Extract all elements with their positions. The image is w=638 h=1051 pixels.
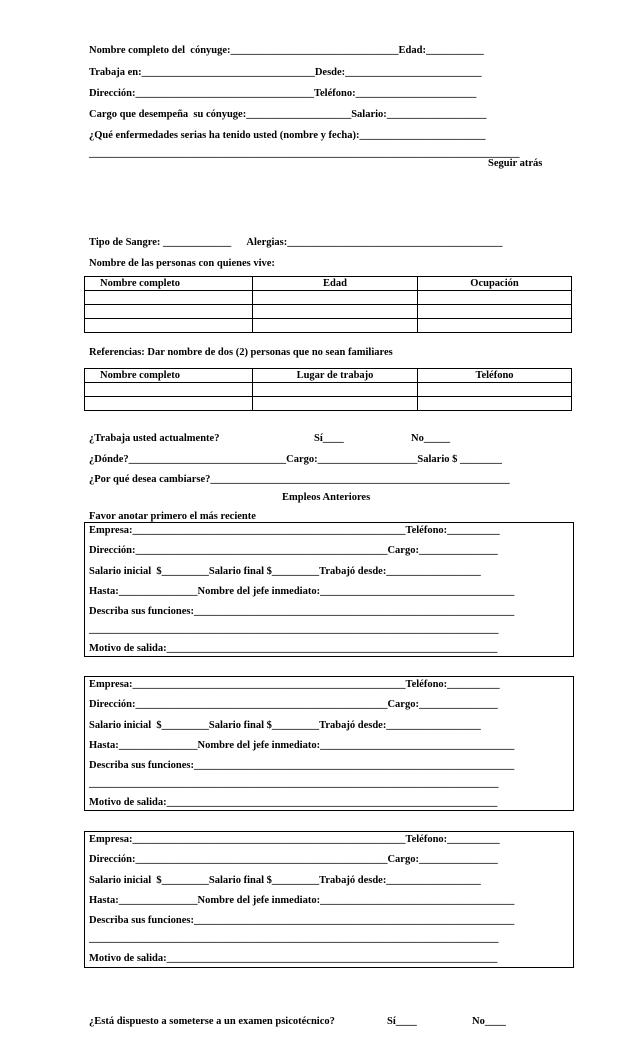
spouse-address-line[interactable]: Dirección:__________________________________Teléfono:_______________________ (89, 88, 477, 99)
salary-line[interactable]: Salario inicial $_________Salario final $_________Trabajó desde:__________________ (89, 720, 481, 731)
table-cell[interactable] (418, 291, 572, 305)
table-cell[interactable] (418, 305, 572, 319)
table-cell[interactable] (253, 319, 418, 333)
references-table (84, 368, 572, 411)
table-cell[interactable] (253, 291, 418, 305)
spouse-position-line[interactable]: Cargo que desempeña su cónyuge:____________________Salario:___________________ (89, 109, 487, 120)
table-cell[interactable] (253, 383, 418, 397)
table-header-row (85, 277, 572, 291)
psych-no-field[interactable]: No____ (472, 1016, 506, 1027)
company-line[interactable]: Empresa:____________________________________________________Teléfono:__________ (89, 834, 500, 845)
table-row (85, 305, 572, 319)
table-row (85, 291, 572, 305)
table-cell[interactable] (85, 319, 253, 333)
functions-line[interactable]: Describa sus funciones:_____________________________________________________________ (89, 760, 515, 771)
working-yes-field[interactable]: Sí____ (314, 433, 344, 444)
table-cell[interactable] (253, 397, 418, 411)
table-row (85, 397, 572, 411)
address-line[interactable]: Dirección:________________________________________________Cargo:_______________ (89, 699, 498, 710)
spouse-work-line[interactable]: Trabaja en:_________________________________Desde:__________________________ (89, 67, 482, 78)
column-header: Ocupación (418, 277, 572, 291)
exit-reason-line[interactable]: Motivo de salida:_______________________________________________________________ (89, 643, 498, 654)
psych-exam-question: ¿Está dispuesto a someterse a un examen psicotécnico? (89, 1016, 335, 1027)
table-cell[interactable] (85, 291, 253, 305)
table-cell[interactable] (418, 397, 572, 411)
household-table (84, 276, 572, 333)
working-question: ¿Trabaja usted actualmente? (89, 433, 220, 444)
table-cell[interactable] (253, 305, 418, 319)
table-row (85, 319, 572, 333)
table-header-row (85, 369, 572, 383)
table-cell[interactable] (418, 383, 572, 397)
illness-question-line[interactable]: ¿Qué enfermedades serias ha tenido usted (nombre y fecha):________________________ (89, 130, 486, 141)
references-label: Referencias: Dar nombre de dos (2) personas que no sean familiares (89, 347, 393, 358)
working-no-field[interactable]: No_____ (411, 433, 451, 444)
functions-line[interactable]: Describa sus funciones:_____________________________________________________________ (89, 915, 515, 926)
psych-yes-field[interactable]: Sí____ (387, 1016, 417, 1027)
household-label: Nombre de las personas con quienes vive: (89, 258, 275, 269)
table-row (85, 383, 572, 397)
blood-type-line[interactable]: Tipo de Sangre: _____________ Alergias:_________________________________________ (89, 237, 503, 248)
functions-blank-line[interactable]: ______________________________________________________________________________ (89, 624, 499, 635)
column-header: Nombre completo (85, 277, 253, 291)
until-line[interactable]: Hasta:_______________Nombre del jefe inmediato:_____________________________________ (89, 740, 515, 751)
company-line[interactable]: Empresa:____________________________________________________Teléfono:__________ (89, 679, 500, 690)
until-line[interactable]: Hasta:_______________Nombre del jefe inmediato:_____________________________________ (89, 895, 515, 906)
spouse-name-line[interactable]: Nombre completo del cónyuge:________________________________Edad:___________ (89, 45, 484, 56)
column-header: Nombre completo (85, 369, 253, 383)
functions-line[interactable]: Describa sus funciones:_____________________________________________________________ (89, 606, 515, 617)
illness-blank-line[interactable]: __________________________________________________________________________________ (89, 148, 520, 159)
salary-line[interactable]: Salario inicial $_________Salario final $_________Trabajó desde:__________________ (89, 875, 481, 886)
table-cell[interactable] (85, 305, 253, 319)
company-line[interactable]: Empresa:____________________________________________________Teléfono:__________ (89, 525, 500, 536)
change-reason-line[interactable]: ¿Por qué desea cambiarse?_________________________________________________________ (89, 474, 510, 485)
address-line[interactable]: Dirección:________________________________________________Cargo:_______________ (89, 854, 498, 865)
address-line[interactable]: Dirección:________________________________________________Cargo:_______________ (89, 545, 498, 556)
column-header: Edad (253, 277, 418, 291)
exit-reason-line[interactable]: Motivo de salida:_______________________________________________________________ (89, 953, 498, 964)
column-header: Teléfono (418, 369, 572, 383)
exit-reason-line[interactable]: Motivo de salida:_______________________________________________________________ (89, 797, 498, 808)
column-header: Lugar de trabajo (253, 369, 418, 383)
previous-job-2 (84, 676, 574, 811)
functions-blank-line[interactable]: ______________________________________________________________________________ (89, 778, 499, 789)
functions-blank-line[interactable]: ______________________________________________________________________________ (89, 933, 499, 944)
salary-line[interactable]: Salario inicial $_________Salario final $_________Trabajó desde:__________________ (89, 566, 481, 577)
back-link[interactable]: Seguir atrás (488, 158, 543, 169)
previous-jobs-note: Favor anotar primero el más reciente (89, 511, 256, 522)
previous-jobs-title: Empleos Anteriores (282, 492, 371, 503)
table-cell[interactable] (418, 319, 572, 333)
table-cell[interactable] (85, 383, 253, 397)
current-job-where-line[interactable]: ¿Dónde?______________________________Cargo:___________________Salario $ ________ (89, 454, 502, 465)
previous-job-1 (84, 522, 574, 657)
until-line[interactable]: Hasta:_______________Nombre del jefe inmediato:_____________________________________ (89, 586, 515, 597)
previous-job-3 (84, 831, 574, 968)
table-cell[interactable] (85, 397, 253, 411)
